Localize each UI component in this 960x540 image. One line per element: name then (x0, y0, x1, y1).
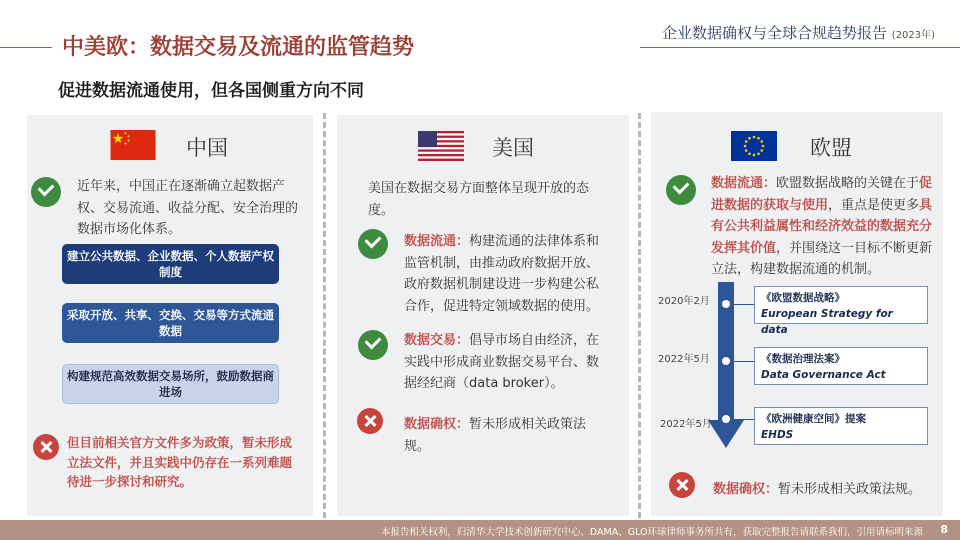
law-name-en: Data Governance Act (761, 369, 886, 381)
china-box-property-rights: 建立公共数据、企业数据、个人数据产权制度 (62, 244, 279, 284)
eu-ownership (713, 479, 933, 501)
usa-item-ownership (404, 414, 609, 457)
page-title: 中美欧：数据交易及流通的监管趋势 (62, 35, 415, 60)
eu-flow-label: 数据流通 (711, 176, 764, 191)
law-name-zh: 《欧盟数据战略》 (761, 292, 845, 304)
timeline-dot (722, 357, 730, 365)
timeline-date: 2022年5月 (658, 354, 710, 365)
eu-ownership-text: 暂未形成相关政策法规。 (778, 482, 922, 497)
eu-ownership-label: 数据确权 (713, 482, 766, 497)
cross-icon (33, 434, 59, 460)
usa-flag-icon (418, 131, 464, 161)
timeline-date: 2020年2月 (658, 296, 710, 307)
report-year: (2023年) (891, 30, 936, 41)
usa-trade-sep: ： (456, 333, 470, 348)
law-name-en: EHDS (761, 429, 794, 441)
timeline-law-ehds (754, 407, 928, 445)
usa-trade-label: 数据交易 (404, 333, 457, 348)
divider-left (323, 113, 326, 518)
timeline-law-governance (754, 347, 928, 385)
eu-flow-highlight2: 具有公共利益属性和经济效益的数据充分发挥其价值 (711, 197, 933, 256)
china-intro: 近年来，中国正在逐渐确立起数据产权、交易流通、收益分配、安全治理的数据市场化体系。 (77, 179, 299, 237)
cross-icon (357, 408, 383, 434)
usa-intro: 美国在数据交易方面整体呈现开放的态度。 (368, 181, 590, 218)
china-flag-icon (110, 130, 156, 160)
timeline-connector (730, 304, 754, 305)
eu-flow-text1: 欧盟数据战略的关键在于 (776, 176, 920, 191)
china-heading: 中国 (186, 136, 228, 160)
eu-flow-text3: ，并围绕这一目标不断更新立法，构建数据流通的机制。 (711, 240, 933, 277)
law-name-en: European Strategy for data (761, 308, 893, 336)
eu-flow-highlight1: 促进数据的获取与使用 (711, 176, 933, 213)
usa-ownership-label: 数据确权 (404, 417, 457, 432)
usa-ownership-sep: ： (456, 417, 470, 432)
china-box-circulation: 采取开放、共享、交换、交易等方式流通数据 (62, 303, 279, 343)
usa-heading: 美国 (492, 136, 534, 160)
law-name-zh: 《数据治理法案》 (761, 353, 845, 365)
timeline-connector (730, 361, 754, 362)
check-icon (666, 175, 696, 205)
page-number: 8 (940, 523, 948, 536)
usa-ownership-text: 暂未形成相关政策法规。 (404, 417, 587, 454)
header-rule-right (640, 47, 960, 48)
check-icon (358, 330, 388, 360)
eu-ownership-sep: ： (765, 482, 779, 497)
eu-flow (711, 173, 937, 281)
usa-trade-text: 倡导市场自由经济，在实践中形成商业数据交易平台、数据经纪商（data broker）。 (404, 333, 600, 391)
usa-flow-label: 数据流通 (404, 234, 457, 249)
divider-right (638, 113, 641, 518)
header-rule-left (0, 47, 52, 48)
eu-flag-icon (731, 131, 777, 161)
law-name-zh: 《欧洲健康空间》提案 (761, 413, 866, 425)
usa-flow-text: 构建流通的法律体系和监管机制，由推动政府数据开放、政府数据机制建设进一步构建公私合作，促进特定领域数据的使用。 (404, 234, 600, 314)
check-icon (31, 177, 61, 207)
report-title-text: 企业数据确权与全球合规趋势报告 (662, 24, 888, 42)
check-icon (358, 229, 388, 259)
timeline-connector (730, 419, 754, 420)
timeline-date: 2022年5月 (660, 419, 712, 430)
timeline-law-strategy (754, 286, 928, 336)
china-warning: 但目前相关官方文件多为政策，暂未形成立法文件，并且实践中仍存在一系列难题待进一步探讨和研究。 (67, 435, 293, 489)
page-subtitle: 促进数据流通使用，但各国侧重方向不同 (58, 81, 364, 101)
report-title (662, 22, 935, 43)
usa-item-flow (404, 231, 609, 317)
china-box-exchange: 构建规范高效数据交易场所，鼓励数据商进场 (62, 364, 279, 404)
eu-heading: 欧盟 (810, 136, 852, 160)
usa-flow-sep: ： (456, 234, 470, 249)
eu-flow-text2: ，重点是使更多 (828, 197, 920, 213)
timeline-dot (722, 300, 730, 308)
cross-icon (669, 472, 695, 498)
eu-flow-sep: ： (763, 176, 777, 191)
footer-notice: 本报告相关权利，归清华大学技术创新研究中心、DAMA、GLO环球律师事务所共有，获取完整报告请联系我们，引用请标明来源 (380, 527, 923, 538)
usa-item-trade (404, 330, 609, 395)
timeline-dot (722, 415, 730, 423)
